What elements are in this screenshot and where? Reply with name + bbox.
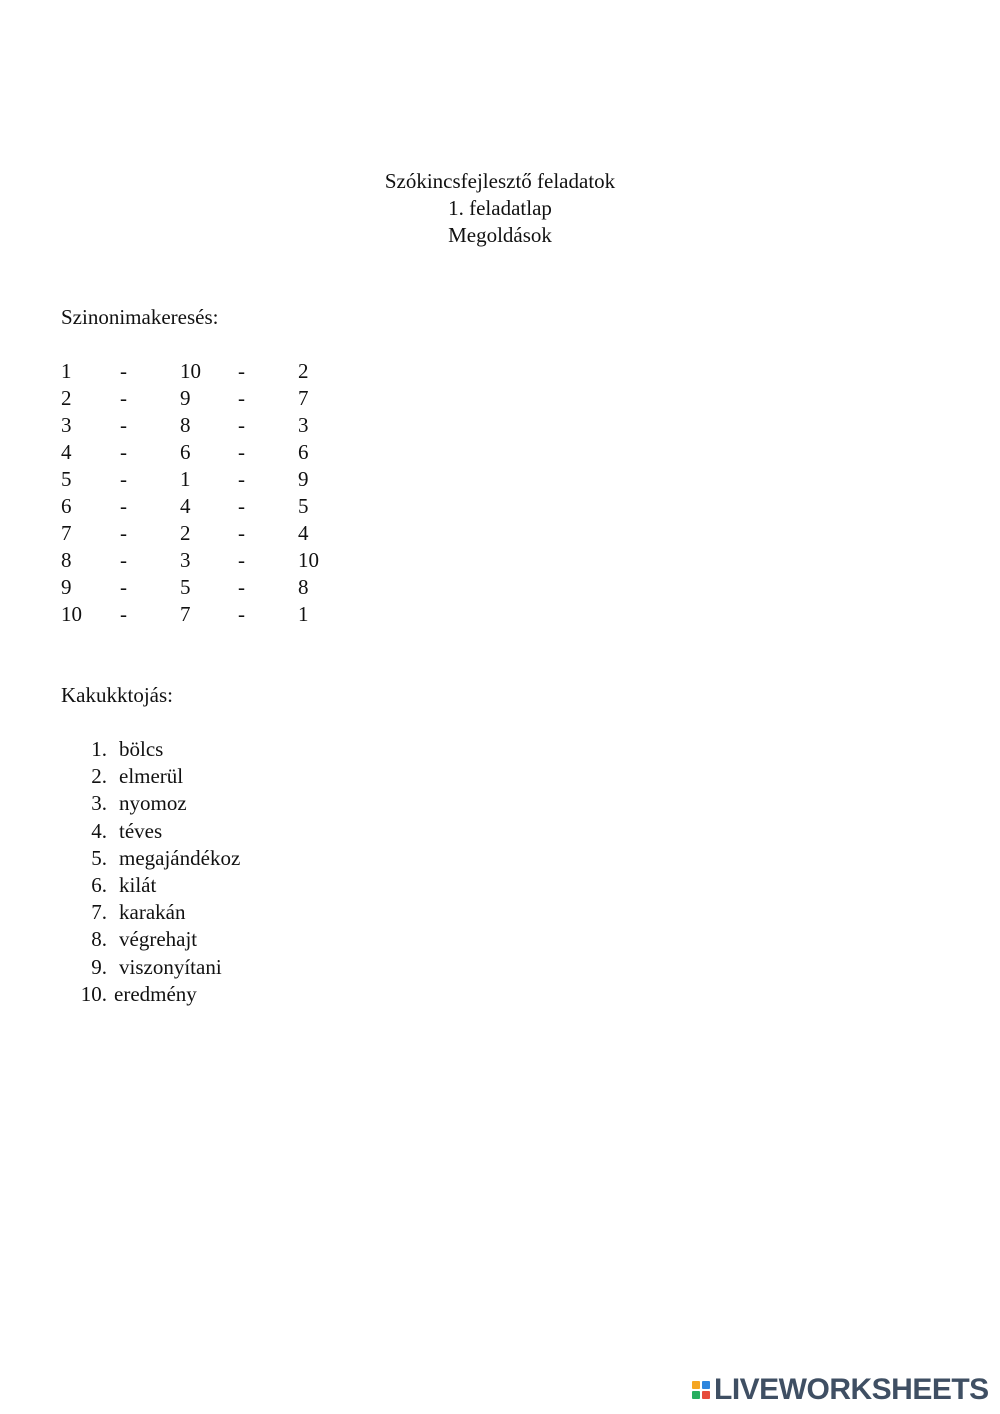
synonym-number: 10 [61,602,82,626]
synonym-number: 2 [61,386,72,410]
synonym-number: 8 [61,548,72,572]
synonym-number: 9 [61,575,72,599]
list-item-word: bölcs [119,737,164,761]
list-item [61,872,461,899]
synonym-match-a: 3 [180,548,191,572]
list-item [61,736,461,763]
synonym-dash: - [120,548,127,572]
synonym-match-b: 9 [298,467,309,491]
page-subtitle: Megoldások [448,223,552,247]
synonym-number: 1 [61,359,72,383]
synonym-dash: - [238,548,245,572]
synonym-match-b: 6 [298,440,309,464]
synonym-dash: - [120,359,127,383]
list-item-word: nyomoz [119,791,187,816]
list-item-number: 7. [91,900,107,925]
synonym-dash: - [120,413,127,437]
synonym-number: 6 [61,494,72,518]
synonym-dash: - [120,467,127,491]
list-item-number: 4. [91,818,107,843]
logo-block [692,1391,700,1399]
list-item-word: karakán [119,900,186,925]
list-item-word: elmerül [119,764,184,789]
synonym-number: 7 [61,521,72,545]
liveworksheets-logo [692,1374,989,1406]
synonym-match-a: 2 [180,521,191,545]
synonym-match-b: 4 [298,521,309,545]
list-item-number: 8. [91,927,107,952]
odd-one-out-list [61,736,461,1008]
synonym-number: 4 [61,440,72,464]
synonym-dash: - [120,521,127,545]
synonym-dash: - [238,494,245,518]
synonym-match-a: 5 [180,575,191,599]
list-item [61,926,461,953]
synonym-number: 5 [61,467,72,491]
synonym-match-a: 4 [180,494,191,518]
list-item [61,981,461,1008]
synonym-dash: - [120,575,127,599]
synonym-dash: - [120,440,127,464]
synonym-match-b: 10 [298,548,319,572]
list-item-number: 5. [91,845,107,870]
synonym-dash: - [238,602,245,626]
logo-block [702,1391,710,1399]
list-item [61,954,461,981]
synonym-dash: - [238,467,245,491]
logo-text: LIVEWORKSHEETS [714,1373,989,1406]
synonym-dash: - [120,494,127,518]
synonym-dash: - [120,602,127,626]
synonym-match-b: 2 [298,359,309,383]
synonym-dash: - [238,413,245,437]
sheet-number: 1. feladatlap [448,196,552,220]
logo-block [702,1381,710,1389]
list-item [61,845,461,872]
list-item-number: 2. [91,764,107,789]
synonym-match-b: 5 [298,494,309,518]
list-item-word: viszonyítani [119,954,222,979]
list-item [61,899,461,926]
logo-blocks-icon [692,1381,710,1399]
list-item-number: 6. [91,872,107,897]
synonym-match-a: 8 [180,413,191,437]
list-item [61,818,461,845]
list-item-number: 3. [91,791,107,816]
list-item-word: kilát [119,872,157,897]
synonym-match-a: 10 [180,359,201,383]
page-title: Szókincsfejlesztő feladatok [384,169,616,193]
list-item-word: téves [119,818,163,843]
synonym-dash: - [238,359,245,383]
list-item-word: eredmény [114,981,197,1006]
synonym-dash: - [120,386,127,410]
synonym-dash: - [238,386,245,410]
synonym-match-a: 6 [180,440,191,464]
synonym-match-b: 8 [298,575,309,599]
synonym-dash: - [238,521,245,545]
list-item [61,790,461,817]
synonym-dash: - [238,440,245,464]
synonym-match-a: 9 [180,386,191,410]
odd-one-out-heading: Kakukktojás: [61,683,173,707]
list-item [61,763,461,790]
list-item-number: 1. [91,737,107,761]
document-header [0,168,1000,249]
logo-block [692,1381,700,1389]
synonym-number: 3 [61,413,72,437]
synonym-match-b: 1 [298,602,309,626]
synonym-section-heading: Szinonimakeresés: [61,305,219,329]
list-item-word: megajándékoz [119,845,241,870]
synonym-match-a: 7 [180,602,191,626]
synonym-match-b: 3 [298,413,309,437]
synonym-match-b: 7 [298,386,309,410]
synonym-dash: - [238,575,245,599]
list-item-number: 10. [80,981,107,1006]
list-item-word: végrehajt [119,927,198,952]
list-item-number: 9. [91,954,107,979]
synonym-match-a: 1 [180,467,191,491]
